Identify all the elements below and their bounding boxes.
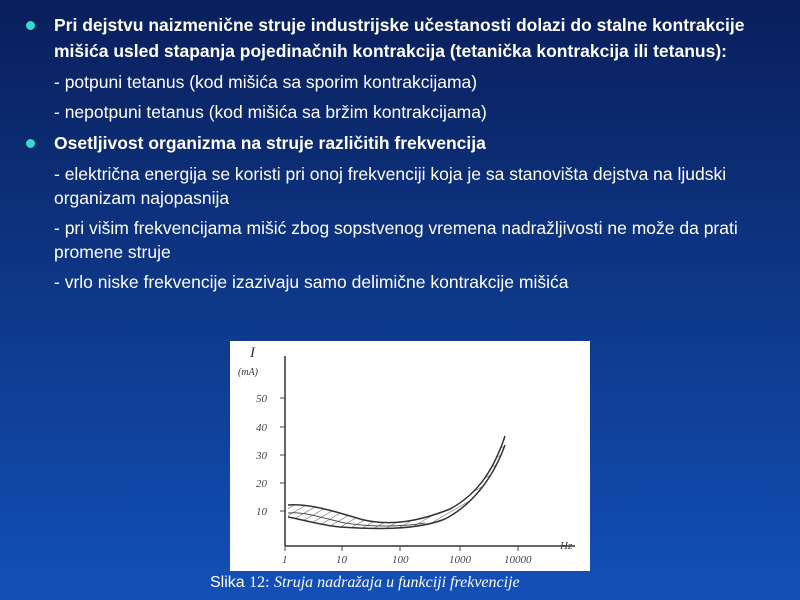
bullet-2-sub-2: - pri višim frekvencijama mišić zbog sopstvenog vremena nadražljivosti ne može da prati promene struje <box>54 218 738 262</box>
bullet-1-text: Pri dejstvu naizmenične struje industrijske učestanosti dolazi do stalne kontrakcije mišića usled stapanja pojedinačnih kontrakcija (tetanička kontrakcija ili tetanus): <box>54 15 745 61</box>
figure-caption <box>210 574 520 592</box>
y-tick: 30 <box>256 450 267 462</box>
figure-svg <box>230 341 590 571</box>
y-tick: 50 <box>256 393 267 405</box>
bullet-dot-icon <box>26 139 35 148</box>
x-tick: 1 <box>282 554 288 566</box>
bullet-2-sub-1: - električna energija se koristi pri onoj frekvenciji koja je sa stanovišta dejstva na ljudski organizam najopasnija <box>54 164 727 208</box>
hatched-band <box>288 436 505 529</box>
bullet-1 <box>26 12 771 64</box>
x-tick: 10000 <box>504 554 532 566</box>
bullet-1-sub-2: - nepotpuni tetanus (kod mišića sa bržim kontrakcijama) <box>54 102 487 122</box>
frequency-figure <box>230 341 590 571</box>
x-tick: 10 <box>336 554 347 566</box>
x-tick: 1000 <box>449 554 471 566</box>
caption-number: 12: <box>249 574 270 591</box>
bullet-2 <box>26 130 771 156</box>
y-tick: 10 <box>256 506 267 518</box>
y-tick: 20 <box>256 478 267 490</box>
y-axis-label: I <box>250 345 255 361</box>
x-tick: 100 <box>392 554 409 566</box>
x-axis-unit: Hz <box>560 540 573 552</box>
slide-content <box>26 12 771 294</box>
y-tick: 40 <box>256 422 267 434</box>
bullet-2-sub-3: - vrlo niske frekvencije izazivaju samo delimične kontrakcije mišića <box>54 272 569 292</box>
bullet-2-text: Osetljivost organizma na struje različitih frekvencija <box>54 133 486 153</box>
y-axis-unit: (mA) <box>238 367 258 378</box>
caption-text: Struja nadražaja u funkciji frekvencije <box>274 574 520 591</box>
caption-label: Slika <box>210 574 245 591</box>
bullet-1-sub-1: - potpuni tetanus (kod mišića sa sporim kontrakcijama) <box>54 72 478 92</box>
bullet-dot-icon <box>26 21 35 30</box>
